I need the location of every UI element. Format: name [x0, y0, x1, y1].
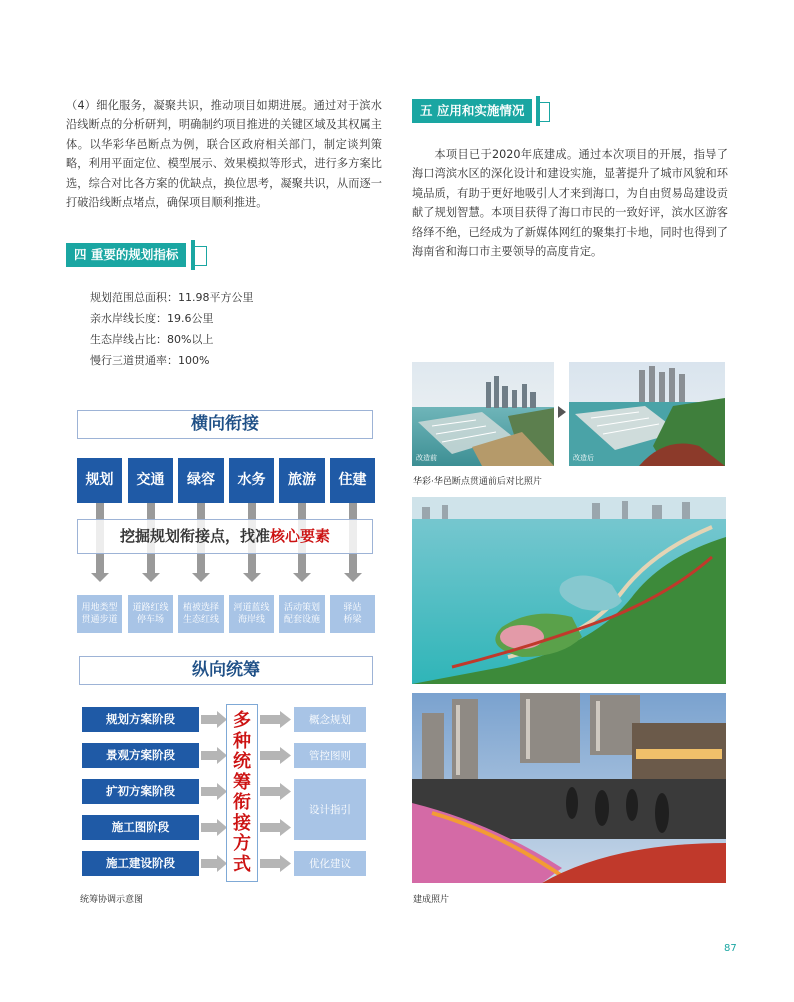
section5-bracket: [540, 102, 550, 122]
metric-item: 规划范围总面积：11.98平方公里: [90, 291, 254, 304]
section4-heading: [66, 243, 216, 267]
output-box: 管控图则: [294, 743, 366, 768]
section5-title: 五 应用和实施情况: [412, 99, 532, 123]
result-line: 驿站: [343, 603, 362, 613]
result-line: 生态红线: [182, 615, 219, 625]
stage-box: 扩初方案阶段: [82, 779, 199, 804]
result-line: 海岸线: [237, 615, 265, 625]
left-paragraph: （4）细化服务，凝聚共识，推动项目如期进展。通过对于滨水沿线断点的分析研判，明确制约项目推进的关键区域及其权属主体。以华彩华邑断点为例，联合区政府相关部门，制定谈判策略，利用平面定位、模型展示、效果模拟等形式，进行多方案比选，综合对比各方案的优缺点，换位思考，凝聚共识，从而逐一打破沿线断点堵点，确保项目顺利推进。: [66, 99, 382, 210]
vertical-title: 纵向统筹: [79, 656, 373, 685]
result-line: 用地类型: [81, 603, 118, 613]
center-box: [226, 704, 258, 882]
category-box: 水务: [229, 458, 274, 503]
arrow-right-icon: [260, 747, 291, 764]
section5-heading: [412, 99, 562, 123]
output-box: 概念规划: [294, 707, 366, 732]
diagram-caption: 统筹协调示意图: [80, 895, 144, 905]
middle-banner: [77, 519, 373, 554]
result-line: 河道蓝线: [233, 603, 270, 613]
result-line: 道路红线: [132, 603, 169, 613]
category-box: 规划: [77, 458, 122, 503]
tag-after: 改造后: [573, 454, 594, 462]
result-box: [330, 595, 375, 633]
arrow-right-icon: [557, 405, 567, 419]
compare-caption: 华彩·华邑断点贯通前后对比照片: [413, 477, 542, 487]
photo-before-image: [412, 362, 554, 466]
result-box: [229, 595, 274, 633]
output-box: 设计指引: [294, 779, 366, 840]
arrow-right-icon: [260, 855, 291, 872]
center-text: 多种统筹衔接方式: [233, 710, 251, 875]
arrow-right-icon: [201, 711, 227, 728]
photo-aerial-image: [412, 497, 726, 684]
result-row: [77, 595, 375, 633]
middle-text-highlight: 核心要素: [270, 527, 331, 545]
result-line: 桥梁: [343, 615, 362, 625]
photo-street-image: [412, 693, 726, 883]
right-paragraph: 本项目已于2020年底建成。通过本次项目的开展，指导了海口湾滨水区的深化设计和建设实施，显著提升了城市风貌和环境品质，有助于更好地吸引人才来到海口，为自由贸易岛建设贡献了规划智慧。本项目获得了海口市民的一致好评，滨水区游客络绎不绝，已经成为了新媒体网红的聚集打卡地，同时也得到了海南省和海口市主要领导的高度肯定。: [412, 148, 728, 259]
arrow-right-icon: [201, 819, 227, 836]
photo-aerial: [412, 497, 726, 684]
stage-box: 施工图阶段: [82, 815, 199, 840]
built-caption: 建成照片: [413, 895, 450, 905]
stage-box: 施工建设阶段: [82, 851, 199, 876]
result-line: 停车场: [136, 615, 164, 625]
category-box: 交通: [128, 458, 173, 503]
page-number: 87: [724, 943, 737, 954]
section4-title: 四 重要的规划指标: [66, 243, 186, 267]
tag-before: 改造前: [416, 454, 437, 462]
metric-item: 亲水岸线长度：19.6公里: [90, 312, 214, 325]
arrow-right-icon: [260, 711, 291, 728]
category-box: 住建: [330, 458, 375, 503]
result-box: [77, 595, 122, 633]
arrow-right-icon: [201, 855, 227, 872]
result-box: [279, 595, 325, 633]
metric-item: 慢行三道贯通率：100%: [90, 354, 210, 367]
photo-before: [412, 362, 554, 466]
result-line: 植被选择: [182, 603, 219, 613]
output-box: 优化建议: [294, 851, 366, 876]
output-arrows: [258, 707, 294, 877]
section4-bracket: [195, 246, 207, 266]
photo-after: [569, 362, 725, 466]
arrow-right-icon: [260, 819, 291, 836]
stage-box: 景观方案阶段: [82, 743, 199, 768]
metric-item: 生态岸线占比：80%以上: [90, 333, 214, 346]
result-box: [178, 595, 224, 633]
arrow-right-icon: [260, 783, 291, 800]
photo-street: [412, 693, 726, 883]
stage-arrows: [199, 707, 229, 877]
result-line: 配套设施: [283, 615, 320, 625]
category-box: 绿容: [178, 458, 224, 503]
category-box: 旅游: [279, 458, 325, 503]
result-line: 贯通步道: [81, 615, 118, 625]
arrow-right-icon: [201, 747, 227, 764]
arrow-right-icon: [201, 783, 227, 800]
metrics-list: [90, 287, 380, 371]
horizontal-title: 横向衔接: [77, 410, 373, 439]
stage-box: 规划方案阶段: [82, 707, 199, 732]
middle-text: 挖掘规划衔接点，找准: [119, 527, 270, 545]
photo-after-image: [569, 362, 725, 466]
category-row: [77, 458, 375, 503]
result-line: 活动策划: [283, 603, 320, 613]
result-box: [128, 595, 173, 633]
